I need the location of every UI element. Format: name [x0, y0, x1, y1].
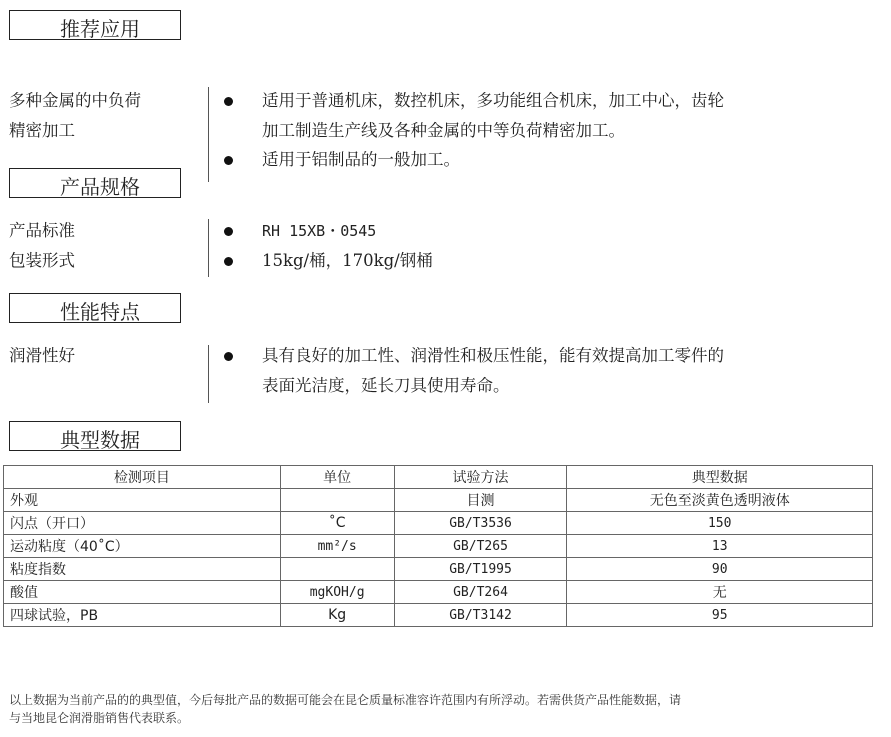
cell-method: GB/T3536	[394, 512, 567, 535]
table-header-cell: 单位	[280, 466, 394, 489]
section-title: 性能特点	[60, 300, 140, 324]
footnote	[9, 691, 869, 727]
cell-value: 无	[567, 581, 873, 604]
divider-line	[208, 345, 209, 403]
footnote-line1: 以上数据为当前产品的的典型值，今后每批产品的数据可能会在昆仑质量标准容许范围内有所浮动。若需供货产品性能数据，请	[9, 693, 682, 707]
cell-unit: ˚C	[280, 512, 394, 535]
application-bullet2-line1: 适用于铝制品的一般加工。	[262, 150, 460, 169]
cell-item: 运动粘度（40˚C）	[4, 535, 281, 558]
divider-line	[208, 219, 209, 277]
cell-method: GB/T1995	[394, 558, 567, 581]
table-row	[4, 535, 873, 558]
cell-unit: mm²/s	[280, 535, 394, 558]
footnote-line2: 与当地昆仑润滑脂销售代表联系。	[9, 711, 190, 725]
table-row	[4, 558, 873, 581]
bullet-icon	[224, 352, 233, 361]
feature-bullet1-line2: 表面光洁度，延长刀具使用寿命。	[262, 376, 510, 395]
section-header-applications	[9, 10, 181, 40]
application-label-line1: 多种金属的中负荷	[9, 91, 141, 110]
table-header-cell: 试验方法	[394, 466, 567, 489]
cell-unit	[280, 558, 394, 581]
spec-value-standard: RH 15XB・0545	[262, 222, 377, 240]
section-title: 典型数据	[60, 428, 140, 452]
cell-method: GB/T264	[394, 581, 567, 604]
table-header-cell: 典型数据	[567, 466, 873, 489]
cell-method: GB/T3142	[394, 604, 567, 627]
cell-value: 150	[567, 512, 873, 535]
bullet-icon	[224, 257, 233, 266]
table-header-cell: 检测项目	[4, 466, 281, 489]
cell-item: 外观	[4, 489, 281, 512]
table-row	[4, 489, 873, 512]
table-row	[4, 604, 873, 627]
bullet-icon	[224, 156, 233, 165]
cell-item: 四球试验，PB	[4, 604, 281, 627]
cell-unit	[280, 489, 394, 512]
cell-unit: Kg	[280, 604, 394, 627]
application-label-line2: 精密加工	[9, 121, 75, 140]
cell-value: 无色至淡黄色透明液体	[567, 489, 873, 512]
cell-item: 闪点（开口）	[4, 512, 281, 535]
cell-value: 95	[567, 604, 873, 627]
typical-data-table	[3, 465, 873, 627]
spec-label-packaging: 包装形式	[9, 251, 75, 270]
application-bullet1-line2: 加工制造生产线及各种金属的中等负荷精密加工。	[262, 121, 625, 140]
table-header-row	[4, 466, 873, 489]
cell-method: 目测	[394, 489, 567, 512]
cell-value: 13	[567, 535, 873, 558]
feature-bullet1-line1: 具有良好的加工性、润滑性和极压性能，能有效提高加工零件的	[262, 346, 724, 365]
bullet-icon	[224, 97, 233, 106]
table-row	[4, 581, 873, 604]
feature-label: 润滑性好	[9, 346, 75, 365]
cell-item: 粘度指数	[4, 558, 281, 581]
cell-item: 酸值	[4, 581, 281, 604]
spec-value-packaging: 15kg/桶，170kg/钢桶	[262, 251, 433, 270]
bullet-icon	[224, 227, 233, 236]
spec-label-standard: 产品标准	[9, 221, 75, 240]
cell-method: GB/T265	[394, 535, 567, 558]
section-title: 推荐应用	[60, 17, 140, 41]
section-header-features	[9, 293, 181, 323]
cell-unit: mgKOH/g	[280, 581, 394, 604]
table-row	[4, 512, 873, 535]
section-header-specs	[9, 168, 181, 198]
divider-line	[208, 87, 209, 182]
section-header-typical-data	[9, 421, 181, 451]
section-title: 产品规格	[60, 175, 140, 199]
cell-value: 90	[567, 558, 873, 581]
application-bullet1-line1: 适用于普通机床，数控机床，多功能组合机床，加工中心，齿轮	[262, 91, 724, 110]
